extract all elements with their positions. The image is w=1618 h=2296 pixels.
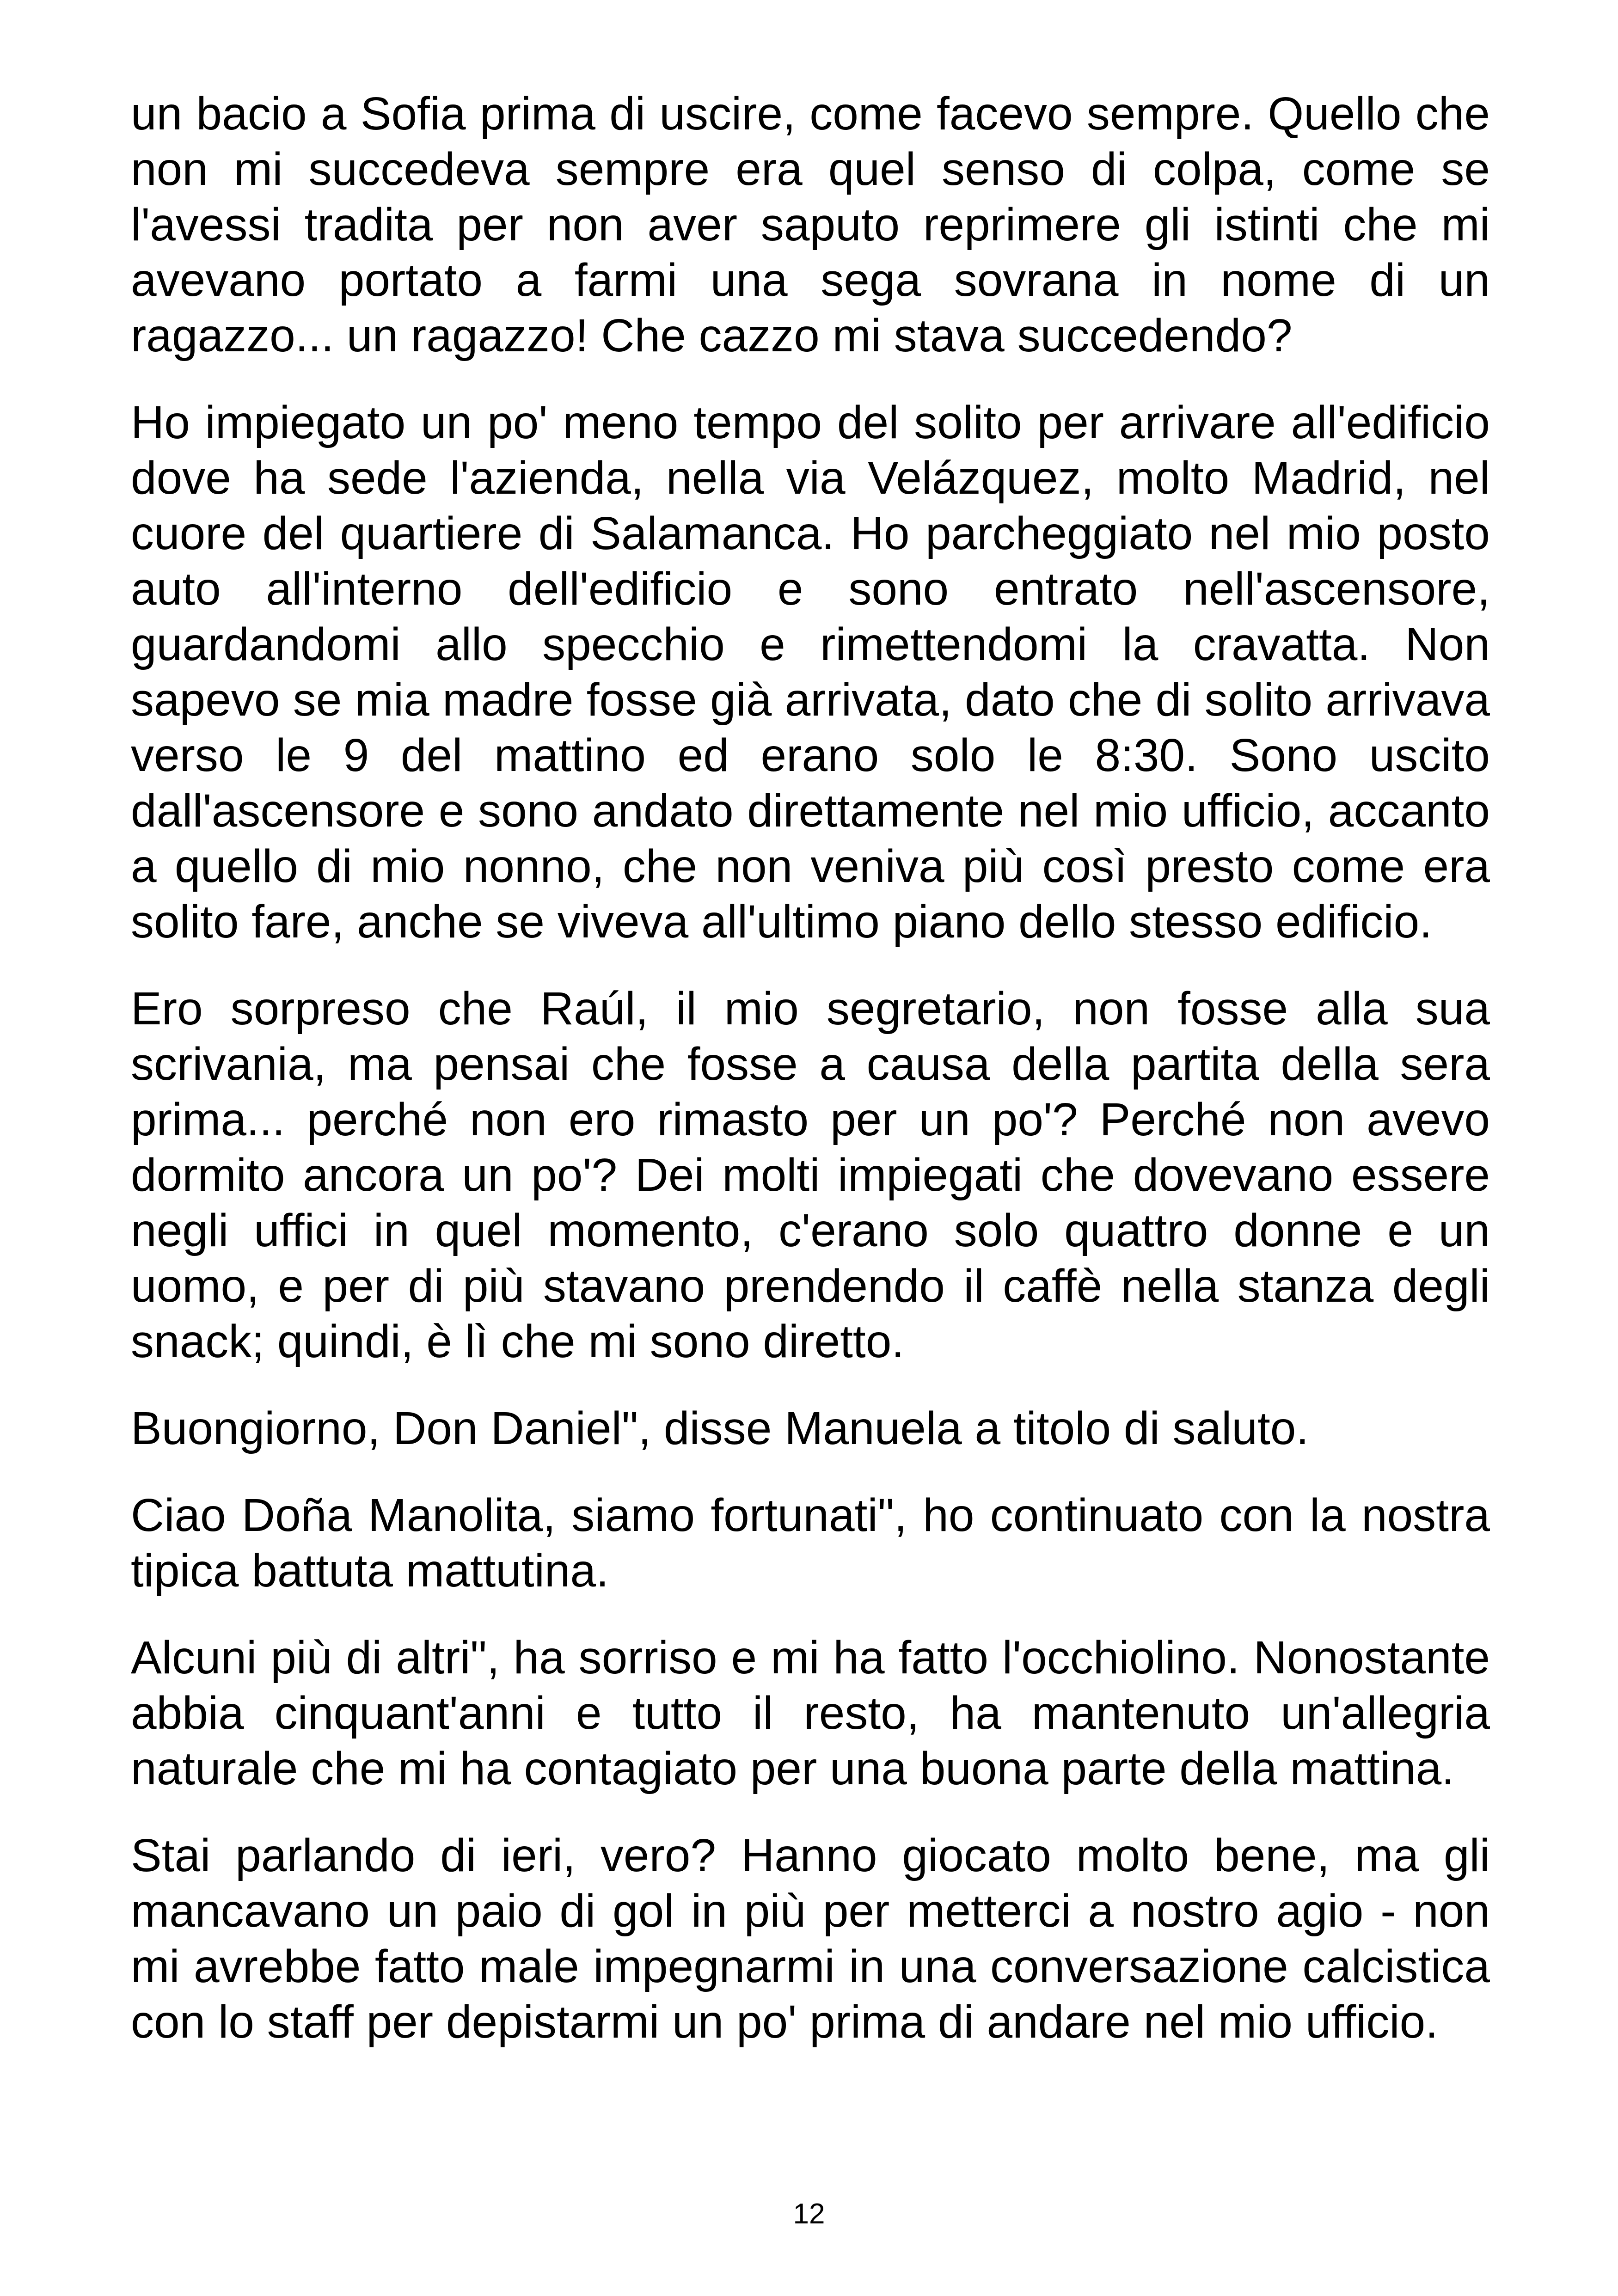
paragraph: Ciao Doña Manolita, siamo fortunati", ho continuato con la nostra tipica battuta mattutina. [131,1489,1490,1597]
paragraph: un bacio a Sofia prima di uscire, come facevo sempre. Quello che non mi succedeva sempre era quel senso di colpa, come se l'avessi tradita per non aver saputo reprimere gli istinti che mi avevano portato a farmi una sega sovrana in nome di un ragazzo... un ragazzo! Che cazzo mi stava succedendo? [131,88,1490,361]
page-number: 12 [793,2198,825,2230]
document-body [131,86,1490,2081]
paragraph: Ero sorpreso che Raúl, il mio segretario, non fosse alla sua scrivania, ma pensai che fosse a causa della partita della sera prima... perché non ero rimasto per un po'? Perché non avevo dormito ancora un po'? Dei molti impiegati che dovevano essere negli uffici in quel momento, c'erano solo quattro donne e un uomo, e per di più stavano prendendo il caffè nella stanza degli snack; quindi, è lì che mi sono diretto. [131,983,1490,1367]
paragraph: Stai parlando di ieri, vero? Hanno giocato molto bene, ma gli mancavano un paio di gol in più per metterci a nostro agio - non mi avrebbe fatto male impegnarmi in una conversazione calcistica con lo staff per depistarmi un po' prima di andare nel mio ufficio. [131,1830,1490,2048]
paragraph: Alcuni più di altri", ha sorriso e mi ha fatto l'occhiolino. Nonostante abbia cinquant'anni e tutto il resto, ha mantenuto un'allegria naturale che mi ha contagiato per una buona parte della mattina. [131,1632,1490,1794]
paragraph: Buongiorno, Don Daniel", disse Manuela a titolo di saluto. [131,1402,1309,1454]
paragraph: Ho impiegato un po' meno tempo del solito per arrivare all'edificio dove ha sede l'azienda, nella via Velázquez, molto Madrid, nel cuore del quartiere di Salamanca. Ho parcheggiato nel mio posto auto all'interno dell'edificio e sono entrato nell'ascensore, guardandomi allo specchio e rimettendomi la cravatta. Non sapevo se mia madre fosse già arrivata, dato che di solito arrivava verso le 9 del mattino ed erano solo le 8:30. Sono uscito dall'ascensore e sono andato direttamente nel mio ufficio, accanto a quello di mio nonno, che non veniva più così presto come era solito fare, anche se viveva all'ultimo piano dello stesso edificio. [131,397,1490,948]
